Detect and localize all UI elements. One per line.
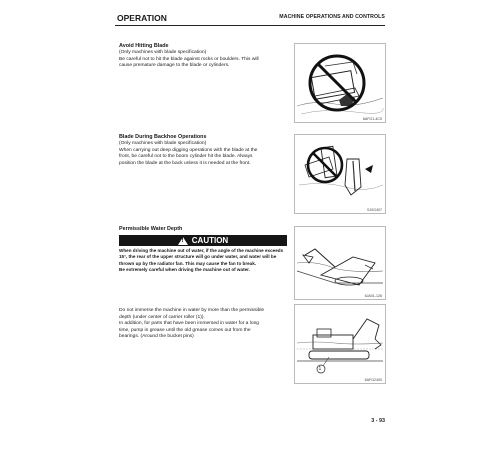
text-line: When driving the machine out of water, if the angle of the machine exceeds (119, 248, 284, 253)
boom-cylinder-blade-figure (294, 134, 386, 214)
caution-label: CAUTION (191, 236, 229, 245)
text-line: 15°, the rear of the upper structure will go under water, and water will be (119, 254, 277, 260)
text-line: Do not immerse the machine in water by more than the permissible (119, 308, 265, 313)
backhoe-blade-text (119, 141, 287, 167)
callout-number: 1 (318, 366, 322, 372)
text-line: cause premature damage to the blade or cylinders. (119, 63, 230, 69)
blade-rock-prohibition-figure (294, 43, 386, 123)
figure-code: 6AFG2400 (364, 378, 382, 382)
caution-banner (119, 235, 287, 246)
water-depth-figure (294, 304, 386, 384)
water-depth-illustration (295, 305, 385, 383)
caution-text (119, 248, 289, 273)
figure-code: SJ0G407 (367, 208, 382, 212)
text-line: position the blade at the back unless it is needed at the front. (119, 160, 251, 166)
chapter-header: MACHINE OPERATIONS AND CONTROLS (279, 14, 385, 20)
warning-triangle-icon: ! (178, 237, 188, 245)
text-line: Be careful not to hit the blade against rocks or boulders. This will (119, 56, 259, 62)
avoid-hitting-blade-text (119, 50, 287, 70)
text-line: front, be careful not to the boom cylinder hit the blade. Always (119, 154, 253, 160)
text-line: thrown up by the radiator fan. This may cause the fan to break. (119, 260, 257, 266)
text-line: When carrying out deep digging operations with the blade at the (119, 147, 258, 153)
avoid-hitting-blade-title: Avoid Hitting Blade (119, 43, 169, 49)
page-number: 3 - 93 (371, 418, 385, 424)
figure-code: 6JA01-126 (364, 294, 382, 298)
backhoe-blade-title: Blade During Backhoe Operations (119, 134, 207, 140)
text-line: Be extremely careful when driving the machine out of water. (119, 266, 250, 272)
water-exit-illustration (295, 227, 385, 299)
text-line: depth (under center of carrier roller (1)). (119, 314, 205, 320)
header-rule (115, 25, 385, 26)
text-line: In addition, for parts that have been immersed in water for a long (119, 321, 260, 327)
text-line: bearings. (Around the bucket pins) (119, 334, 194, 340)
water-depth-title: Permissible Water Depth (119, 226, 183, 232)
text-line: (Only machines with blade specification) (119, 141, 207, 146)
blade-rock-illustration (295, 44, 385, 122)
backhoe-illustration (295, 135, 385, 213)
text-line: (Only machines with blade specification) (119, 50, 207, 55)
text-line: time, pump in grease until the old grease comes out from the (119, 327, 251, 333)
water-exit-angle-figure (294, 226, 386, 300)
water-depth-text (119, 308, 287, 341)
section-header: OPERATION (117, 13, 167, 23)
figure-code: 6AFG1-4C5 (362, 117, 382, 121)
